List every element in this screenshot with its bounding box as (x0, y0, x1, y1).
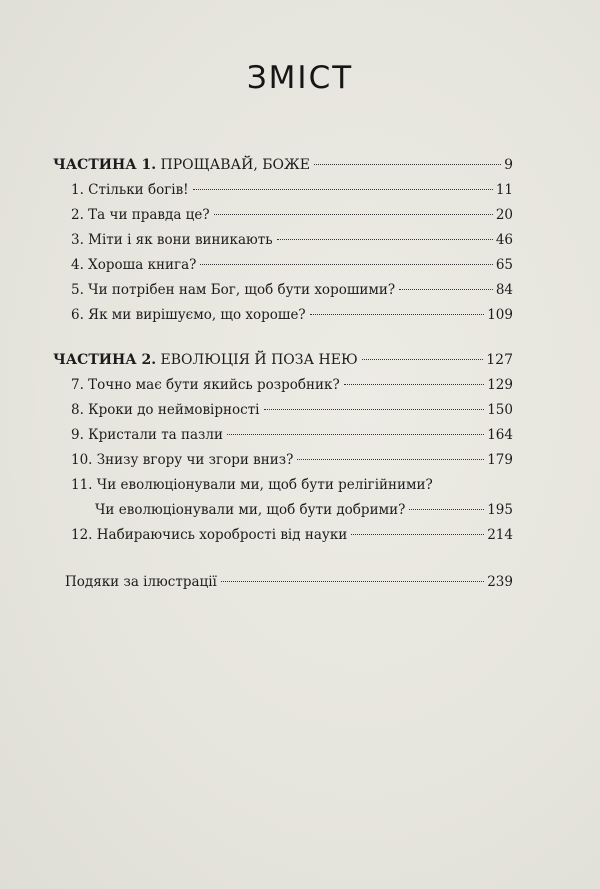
part-label: ЧАСТИНА 1. ПРОЩАВАЙ, БОЖЕ (53, 157, 310, 173)
page-title: ЗМІСТ (246, 60, 354, 96)
toc-chapter-10[interactable] (53, 448, 513, 473)
page-number: 109 (487, 307, 513, 323)
dot-leader (399, 289, 493, 290)
chapter-label: 6. Як ми вирішуємо, що хороше? (71, 307, 306, 323)
toc-chapter-9[interactable] (53, 423, 513, 448)
chapter-label: 9. Кристали та пазли (71, 427, 223, 443)
dot-leader (310, 314, 485, 315)
dot-leader (227, 434, 484, 435)
chapter-label: 7. Точно має бути якийсь розробник? (71, 377, 340, 393)
toc-chapter-2[interactable] (53, 203, 513, 228)
dot-leader (409, 509, 484, 510)
dot-leader (344, 384, 484, 385)
page-number: 214 (487, 527, 513, 543)
toc-chapter-12[interactable] (53, 523, 513, 548)
toc-part-2[interactable] (53, 348, 513, 373)
chapter-label: 10. Знизу вгору чи згори вниз? (71, 452, 294, 468)
page-number: 65 (495, 257, 513, 273)
dot-leader (351, 534, 484, 535)
page-number: 195 (487, 502, 513, 518)
page-number: 239 (487, 574, 513, 590)
page-number: 129 (487, 377, 513, 393)
dot-leader (221, 581, 484, 582)
chapter-label: Чи еволюціонували ми, щоб бути добрими? (95, 502, 406, 518)
toc-chapter-8[interactable] (53, 398, 513, 423)
chapter-label: 8. Кроки до неймовірності (71, 402, 260, 418)
chapter-label: 4. Хороша книга? (71, 257, 197, 273)
chapter-label: 3. Міти і як вони виникають (71, 232, 273, 248)
toc-chapter-11[interactable] (53, 498, 513, 523)
acknowledgements-label: Подяки за ілюстрації (65, 574, 217, 590)
dot-leader (362, 359, 484, 360)
chapter-label: 1. Стільки богів! (71, 182, 189, 198)
toc-acknowledgements[interactable] (53, 570, 513, 595)
table-of-contents (53, 153, 513, 595)
dot-leader (200, 264, 492, 265)
toc-chapter-11-line-1[interactable]: 11. Чи еволюціонували ми, щоб бути релігійними? (71, 477, 433, 493)
page-number: 46 (495, 232, 513, 248)
page-number: 84 (495, 282, 513, 298)
dot-leader (297, 459, 484, 460)
toc-part-1[interactable] (53, 153, 513, 178)
page-number: 179 (487, 452, 513, 468)
dot-leader (193, 189, 493, 190)
page-number: 150 (487, 402, 513, 418)
page-number: 164 (487, 427, 513, 443)
toc-chapter-5[interactable] (53, 278, 513, 303)
dot-leader (264, 409, 485, 410)
chapter-label: 5. Чи потрібен нам Бог, щоб бути хорошими? (71, 282, 396, 298)
toc-chapter-1[interactable] (53, 178, 513, 203)
part-label: ЧАСТИНА 2. ЕВОЛЮЦІЯ Й ПОЗА НЕЮ (53, 352, 358, 368)
dot-leader (214, 214, 493, 215)
chapter-label: 12. Набираючись хоробрості від науки (71, 527, 348, 543)
page-number: 9 (504, 157, 513, 173)
toc-chapter-3[interactable] (53, 228, 513, 253)
toc-chapter-7[interactable] (53, 373, 513, 398)
page-number: 20 (495, 207, 513, 223)
page-number: 127 (486, 352, 513, 368)
chapter-label: 2. Та чи правда це? (71, 207, 210, 223)
dot-leader (277, 239, 493, 240)
toc-chapter-4[interactable] (53, 253, 513, 278)
toc-chapter-6[interactable] (53, 303, 513, 328)
page-number: 11 (495, 182, 513, 198)
dot-leader (314, 164, 501, 165)
